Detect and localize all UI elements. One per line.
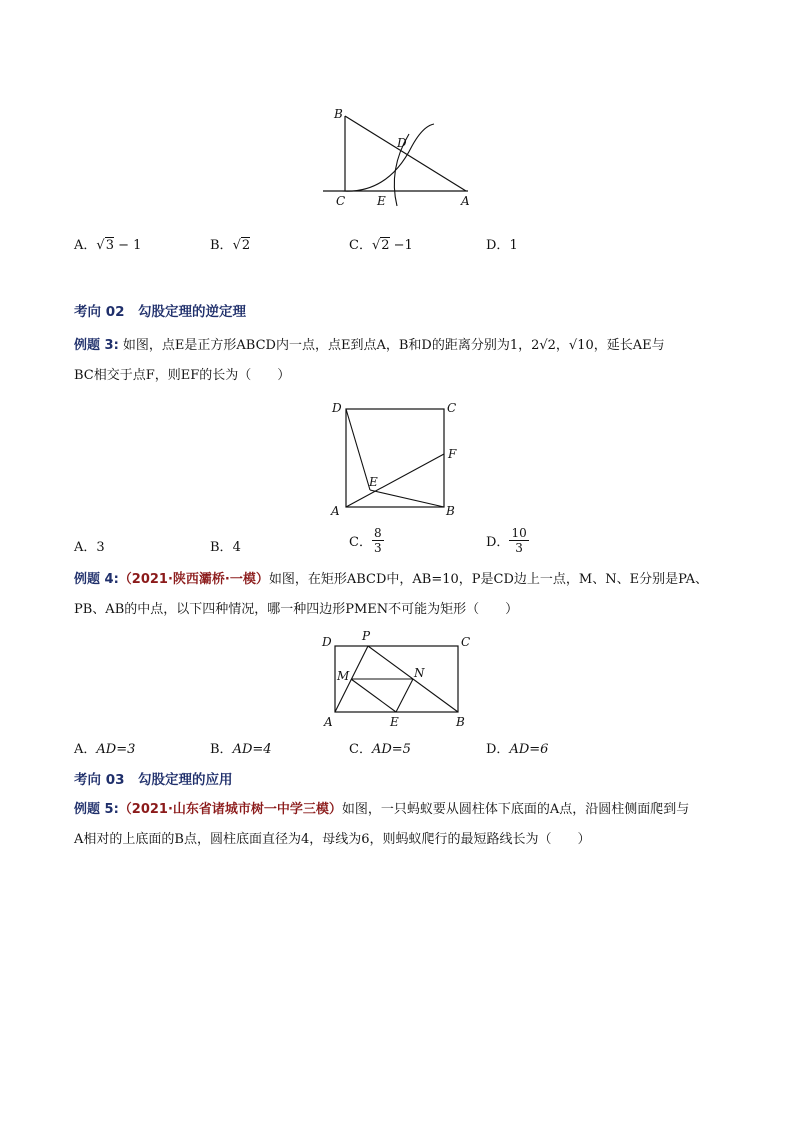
option-b: B．√2 bbox=[210, 238, 251, 253]
fig2-label-A: A bbox=[331, 504, 340, 518]
fig1-label-B: B bbox=[334, 107, 343, 121]
section-title-03: 考向 03 勾股定理的应用 bbox=[74, 772, 233, 788]
fig1-label-E: E bbox=[377, 194, 386, 208]
example-3-line2: BC相交于点F，则EF的长为（ ） bbox=[74, 368, 291, 383]
example-5-text bbox=[74, 795, 724, 855]
fig2-label-E: E bbox=[369, 475, 378, 489]
ex3-option-c: C． $\frac{8}{3}$ bbox=[349, 526, 382, 555]
option-a: A．√3 − 1 bbox=[74, 238, 142, 253]
fig1-label-A: A bbox=[461, 194, 470, 208]
option-d: D．1 bbox=[486, 238, 518, 253]
fig3-label-C: C bbox=[461, 635, 471, 649]
option-c: C．√2 −1 bbox=[349, 238, 413, 253]
fig3-label-D: D bbox=[322, 635, 332, 649]
fig3-label-E: E bbox=[390, 715, 399, 729]
figure-triangle-arcs bbox=[318, 104, 478, 212]
example-3-text bbox=[74, 331, 724, 391]
fig2-label-D: D bbox=[332, 401, 342, 415]
example-4-source: （2021·陕西灞桥·一模） bbox=[118, 572, 269, 587]
example-3-line1: 如图，点E是正方形ABCD内一点，点E到点A，B和D的距离分别为1，2√2，√10，延长AE与 bbox=[122, 338, 665, 353]
fig2-label-B: B bbox=[446, 504, 455, 518]
fig3-label-N: N bbox=[414, 666, 425, 680]
example-5-label: 例题 5: bbox=[74, 802, 119, 817]
example-4-text bbox=[74, 565, 724, 625]
example-3-label: 例题 3: bbox=[74, 338, 119, 353]
ex4-option-a: A．AD=3 bbox=[74, 742, 136, 757]
figure-rectangle bbox=[318, 628, 474, 730]
fig3-label-A: A bbox=[324, 715, 333, 729]
fig2-label-F: F bbox=[448, 447, 457, 461]
example-5-line1: 如图，一只蚂蚁要从圆柱体下底面的A点，沿圆柱侧面爬到与 bbox=[341, 802, 690, 817]
example-4-label: 例题 4: bbox=[74, 572, 119, 587]
ex3-option-a: A．3 bbox=[74, 540, 105, 555]
section-title-02: 考向 02 勾股定理的逆定理 bbox=[74, 304, 246, 320]
ex4-option-c: C．AD=5 bbox=[349, 742, 411, 757]
fig2-label-C: C bbox=[447, 401, 457, 415]
fig1-label-D: D bbox=[397, 136, 407, 150]
fig3-label-P: P bbox=[362, 629, 371, 643]
ex3-option-d: D． $\frac{10}{3}$ bbox=[486, 526, 527, 555]
ex3-option-b: B．4 bbox=[210, 540, 241, 555]
example-4-line1: 如图，在矩形ABCD中，AB=10，P是CD边上一点，M、N、E分别是PA、 bbox=[268, 572, 709, 587]
fig3-label-M: M bbox=[337, 669, 350, 683]
ex4-option-b: B．AD=4 bbox=[210, 742, 272, 757]
example-4-line2: PB、AB的中点，以下四种情况，哪一种四边形PMEN不可能为矩形（ ） bbox=[74, 602, 519, 617]
example-5-line2: A相对的上底面的B点，圆柱底面直径为4，母线为6，则蚂蚁爬行的最短路线长为（ ） bbox=[74, 832, 591, 847]
ex4-option-d: D．AD=6 bbox=[486, 742, 549, 757]
fig3-label-B: B bbox=[456, 715, 465, 729]
example-5-source: （2021·山东省诸城市树一中学三模） bbox=[118, 802, 342, 817]
fig1-label-C: C bbox=[336, 194, 346, 208]
figure-square bbox=[328, 398, 464, 520]
